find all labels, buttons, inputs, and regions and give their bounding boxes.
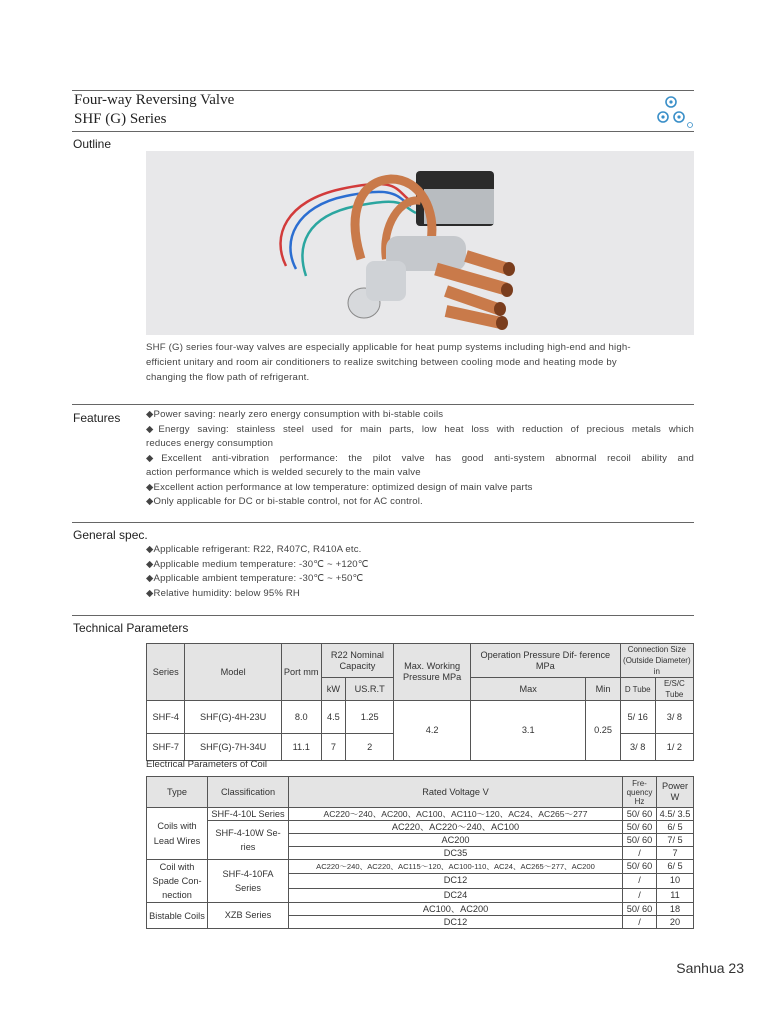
general-spec-list [146,543,694,601]
cell-model: SHF(G)-7H-34U [185,734,281,761]
cell-d-tube: 3/ 8 [620,734,655,761]
table-row [147,808,694,821]
product-photo [146,151,694,335]
class-10w: SHF-4-10W Se- ries [208,821,289,860]
cell-esc-tube: 3/ 8 [655,701,693,734]
cell-voltage: DC35 [289,847,623,860]
outline-heading: Outline [73,137,112,151]
cell-voltage: DC12 [289,874,623,888]
feature-item: ◆Power saving: nearly zero energy consumption with bi-stable coils [146,409,444,420]
cell-voltage: AC220、AC220～240、AC100 [289,821,623,834]
col-port: Port mm [281,644,321,701]
col-capacity: R22 Nominal Capacity [321,644,394,678]
cell-voltage: DC24 [289,888,623,902]
cell-power: 11 [657,888,694,902]
col-max-pressure: Max. Working Pressure MPa [394,644,471,701]
group-spade: Coil with Spade Con- nection [147,860,208,903]
technical-rule [72,615,694,616]
cell-max-pressure: 4.2 [394,701,471,761]
spec-item: ◆Applicable ambient temperature: -30℃ ~ +50℃ [146,573,364,584]
cell-freq: 50/ 60 [623,834,657,847]
cell-model: SHF(G)-4H-23U [185,701,281,734]
feature-item: reduces energy consumption [146,438,274,449]
cell-power: 7/ 5 [657,834,694,847]
cell-power: 20 [657,916,694,929]
cell-power: 6/ 5 [657,821,694,834]
features-heading: Features [73,411,121,425]
features-list [146,408,694,510]
col-frequency: Fre- quency Hz [623,777,657,808]
cell-voltage: AC220～240、AC220、AC115～120、AC100-110、AC24、AC265～277、AC200 [289,860,623,874]
cell-power: 10 [657,874,694,888]
cell-freq: 50/ 60 [623,808,657,821]
group-bistable: Bistable Coils [147,903,208,929]
cell-freq: / [623,847,657,860]
cell-freq: / [623,874,657,888]
cell-usrt: 1.25 [346,701,394,734]
class-10l: SHF-4-10L Series [208,808,289,821]
page-title-line2: SHF (G) Series [74,111,167,127]
feature-item: ◆Excellent anti-vibration performance: the pilot valve has good anti-system abnormal recoil ability and [146,452,694,464]
cell-freq: 50/ 60 [623,821,657,834]
col-op-min: Min [586,678,620,701]
general-spec-heading: General spec. [73,528,148,542]
feature-item: ◆Energy saving: stainless steel used for main parts, low heat loss with reduction of precious metals which [146,423,694,435]
class-10fa: SHF-4-10FA Series [208,860,289,903]
outline-line: changing the flow path of refrigerant. [146,372,310,383]
cell-op-min: 0.25 [586,701,620,761]
col-type: Type [147,777,208,808]
outline-description [146,340,694,385]
technical-table [146,643,694,761]
class-xzb: XZB Series [208,903,289,929]
spec-item: ◆Applicable medium temperature: -30℃ ~ +120℃ [146,558,369,570]
cell-freq: / [623,888,657,902]
col-op-max: Max [471,678,586,701]
col-d-tube: D Tube [620,678,655,701]
col-usrt: US.R.T [346,678,394,701]
page-number: Sanhua 23 [676,960,744,976]
cell-power: 6/ 5 [657,860,694,874]
col-series: Series [147,644,185,701]
electrical-heading: Electrical Parameters of Coil [146,759,268,770]
feature-item: ◆Excellent action performance at low temperature: optimized design of main valve parts [146,481,533,493]
feature-item: action performance which is welded securely to the main valve [146,467,421,478]
col-esc-tube: E/S/C Tube [655,678,693,701]
col-connection: Connection Size (Outside Diameter) in [620,644,693,678]
cell-op-max: 3.1 [471,701,586,761]
group-lead-wires: Coils with Lead Wires [147,808,208,860]
outline-line: SHF (G) series four-way valves are especially applicable for heat pump systems including high-end and high- [146,342,631,353]
cell-esc-tube: 1/ 2 [655,734,693,761]
spec-item: ◆Applicable refrigerant: R22, R407C, R410A etc. [146,544,362,555]
spec-item: ◆Relative humidity: below 95% RH [146,587,301,599]
electrical-table [146,776,694,929]
cell-voltage: AC200 [289,834,623,847]
cell-power: 18 [657,903,694,916]
col-power: Power W [657,777,694,808]
col-kw: kW [321,678,346,701]
general-spec-rule [72,522,694,523]
sanhua-logo-icon [650,93,696,129]
col-voltage: Rated Voltage V [289,777,623,808]
cell-usrt: 2 [346,734,394,761]
cell-freq: 50/ 60 [623,860,657,874]
cell-series: SHF-4 [147,701,185,734]
table-row [147,860,694,874]
cell-port: 8.0 [281,701,321,734]
cell-voltage: AC100、AC200 [289,903,623,916]
header-bottom-rule [72,131,694,132]
cell-port: 11.1 [281,734,321,761]
feature-item: ◆Only applicable for DC or bi-stable control, not for AC control. [146,496,423,507]
cell-power: 7 [657,847,694,860]
cell-power: 4.5/ 3.5 [657,808,694,821]
table-row [147,701,694,734]
cell-voltage: AC220～240、AC200、AC100、AC110～120、AC24、AC265～277 [289,808,623,821]
table-row [147,821,694,834]
cell-freq: 50/ 60 [623,903,657,916]
outline-line: efficient unitary and room air conditioners to realize switching between cooling mode and heating mode by [146,357,617,368]
cell-kw: 4.5 [321,701,346,734]
cell-d-tube: 5/ 16 [620,701,655,734]
col-op-pressure: Operation Pressure Dif- ference MPa [471,644,621,678]
cell-voltage: DC12 [289,916,623,929]
col-model: Model [185,644,281,701]
cell-series: SHF-7 [147,734,185,761]
cell-freq: / [623,916,657,929]
features-rule [72,404,694,405]
cell-kw: 7 [321,734,346,761]
technical-heading: Technical Parameters [73,621,189,635]
col-classification: Classification [208,777,289,808]
page-title-line1: Four-way Reversing Valve [74,92,235,108]
table-row [147,903,694,916]
